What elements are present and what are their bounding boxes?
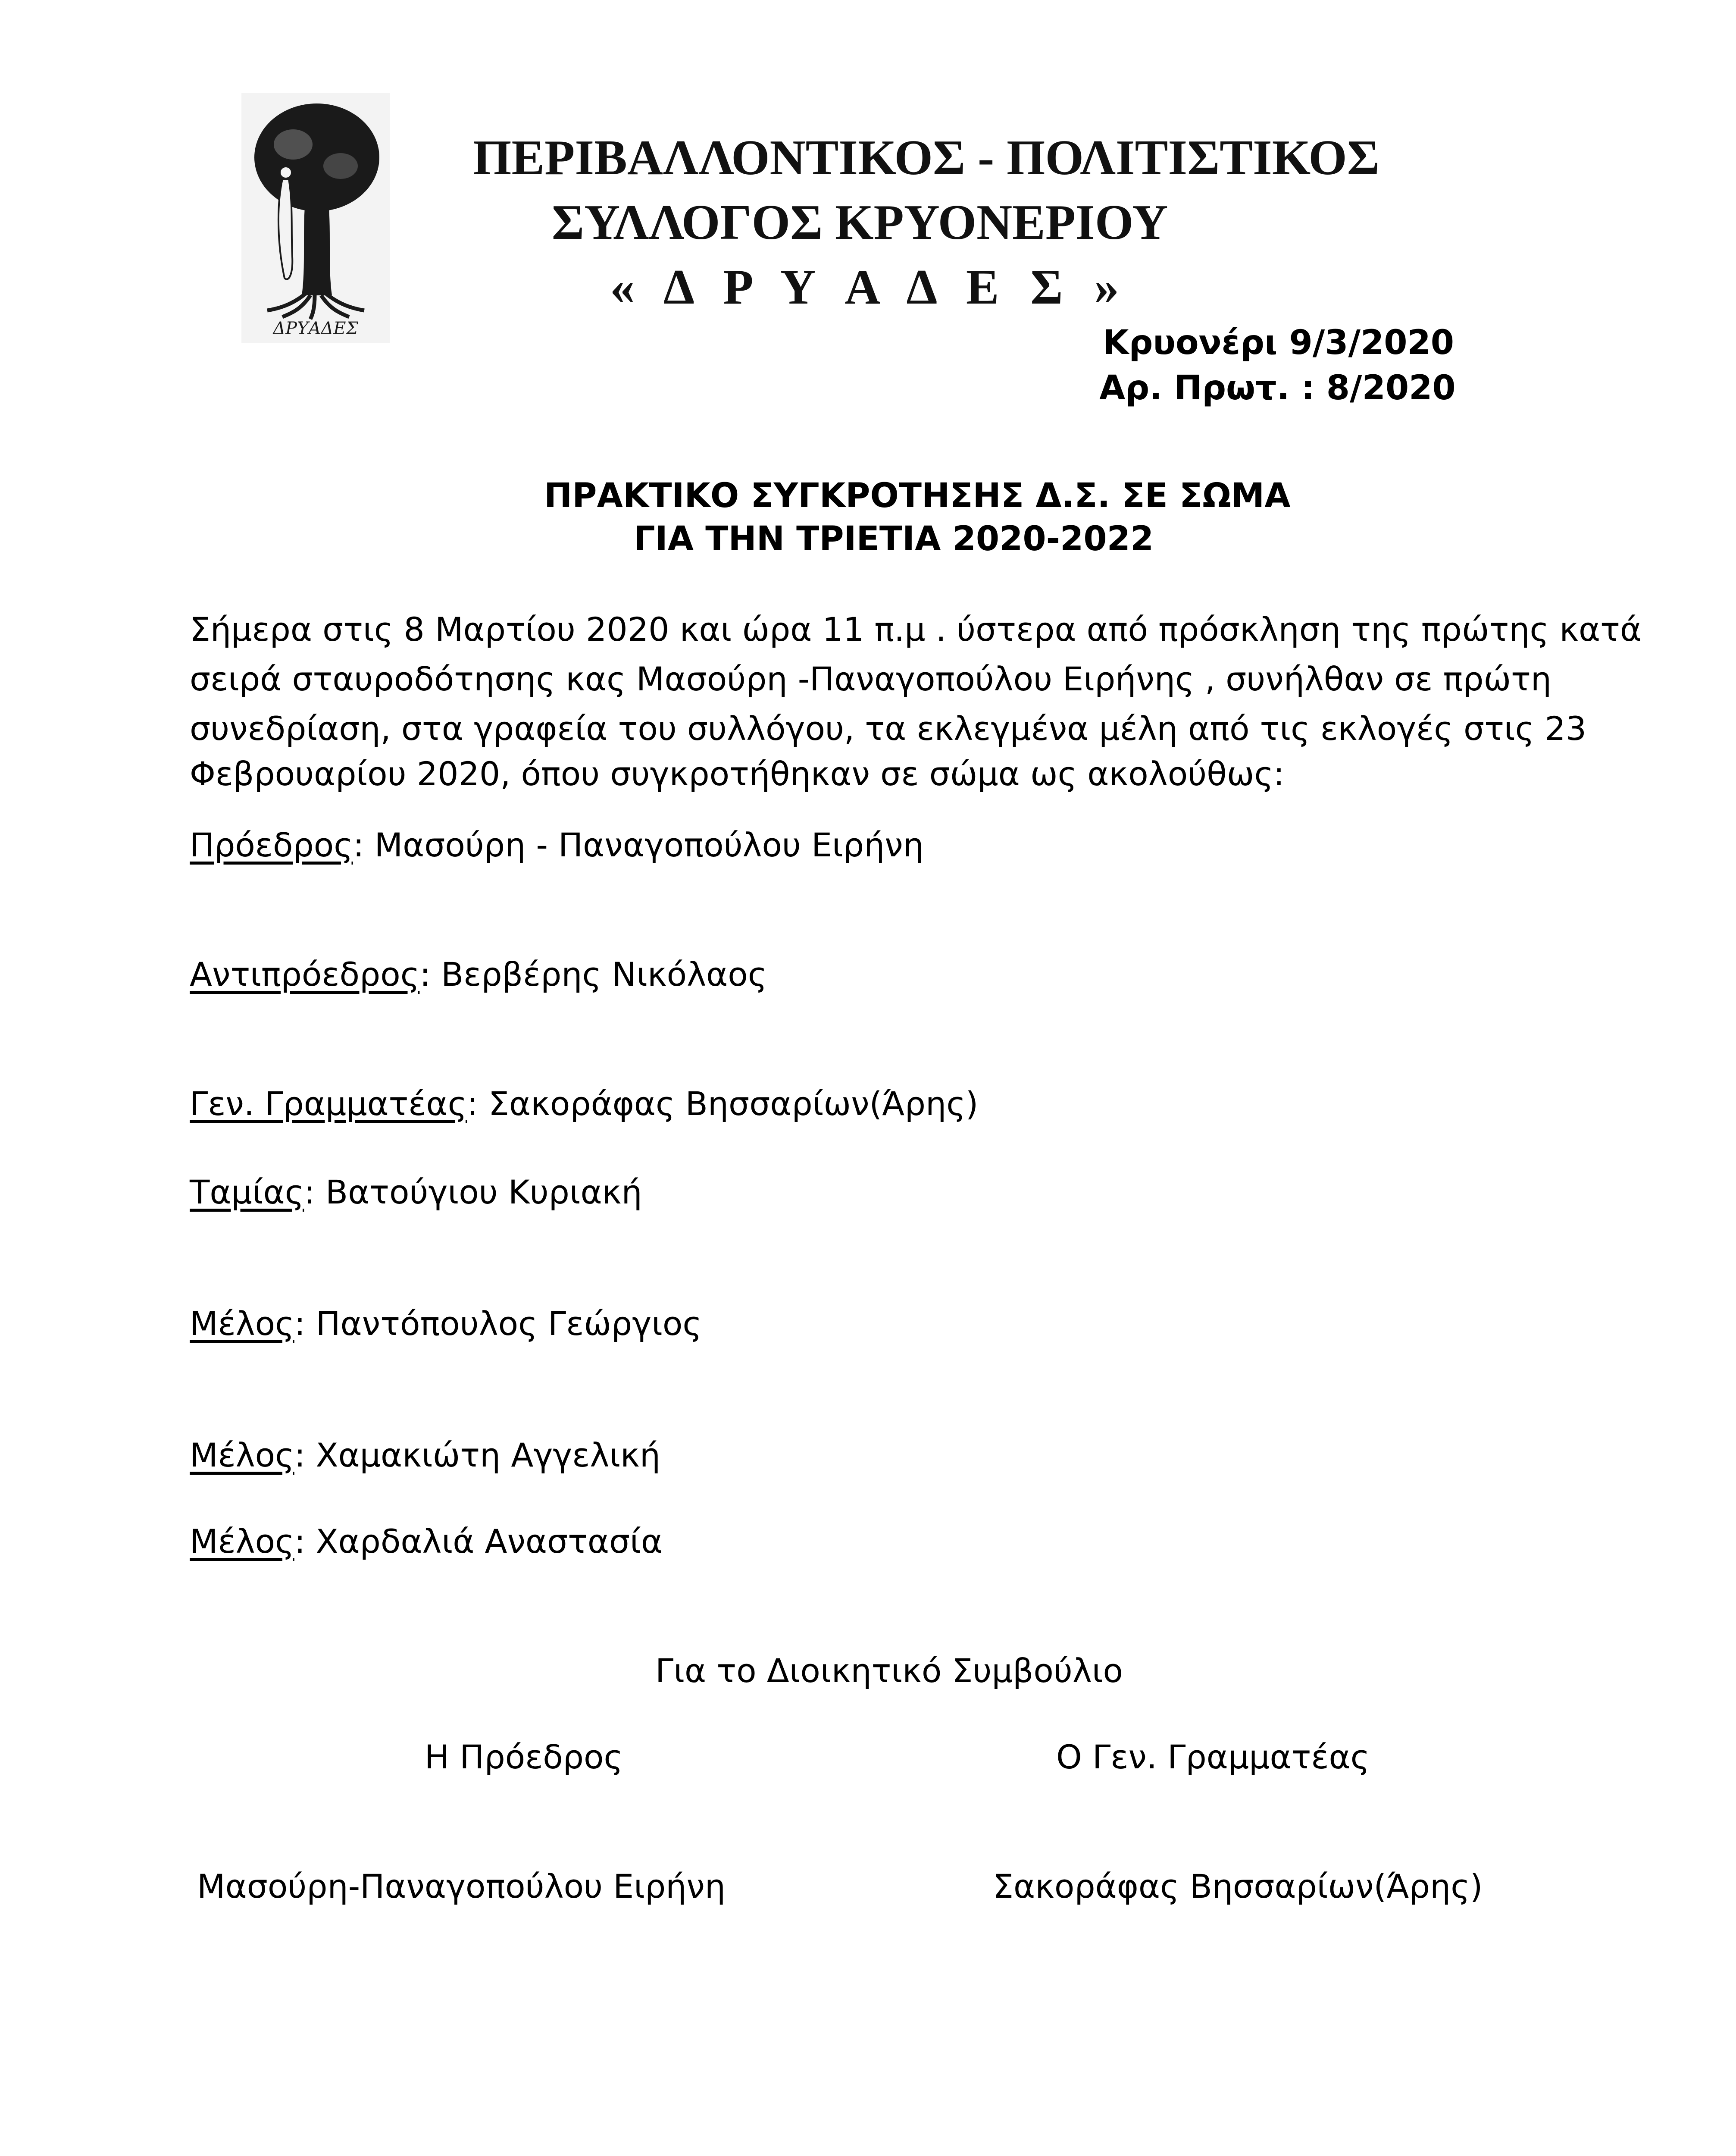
tree-logo-icon: [241, 93, 390, 343]
minutes-title-line2: ΓΙΑ ΤΗΝ ΤΡΙΕΤΙΑ 2020-2022: [634, 520, 1154, 558]
signature-right-title: Ο Γεν. Γραμματέας: [1056, 1738, 1370, 1776]
member-role: Γεν. Γραμματέας: [190, 1084, 467, 1123]
member-name: : Βερβέρης Νικόλαος: [419, 955, 767, 993]
protocol-number: Αρ. Πρωτ. : 8/2020: [1099, 369, 1456, 407]
signature-right-name: Σακοράφας Βησσαρίων(Άρης): [993, 1867, 1483, 1905]
paragraph-line: συνεδρίαση, στα γραφεία του συλλόγου, τα εκλεγμένα μέλη από τις εκλογές στις 23: [190, 709, 1587, 748]
document-date: Κρυονέρι 9/3/2020: [1103, 323, 1454, 362]
member-treasurer: [190, 1173, 642, 1211]
member-3: [190, 1522, 663, 1561]
member-name: : Μασούρη - Παναγοπούλου Ειρήνη: [353, 826, 924, 864]
member-name: : Σακοράφας Βησσαρίων(Άρης): [467, 1084, 979, 1123]
member-1: [190, 1304, 702, 1343]
minutes-title-line1: ΠΡΑΚΤΙΚΟ ΣΥΓΚΡΟΤΗΣΗΣ Δ.Σ. ΣΕ ΣΩΜΑ: [544, 476, 1291, 515]
member-role: Πρόεδρος: [190, 826, 353, 864]
member-general-secretary: [190, 1084, 978, 1123]
member-name: : Χαμακιώτη Αγγελική: [294, 1436, 661, 1474]
member-name: : Χαρδαλιά Αναστασία: [294, 1522, 663, 1561]
member-name: : Παντόπουλος Γεώργιος: [294, 1304, 702, 1343]
member-president: [190, 826, 924, 864]
member-role: Μέλος: [190, 1304, 294, 1343]
paragraph-line: Φεβρουαρίου 2020, όπου συγκροτήθηκαν σε σώμα ως ακολούθως:: [190, 755, 1285, 793]
for-board-heading: Για το Διοικητικό Συμβούλιο: [655, 1651, 1123, 1690]
tree-logo: [241, 93, 390, 343]
member-role: Αντιπρόεδρος: [190, 955, 420, 993]
signature-left-name: Μασούρη-Παναγοπούλου Ειρήνη: [197, 1867, 726, 1905]
paragraph-line: σειρά σταυροδότησης κας Μασούρη -Παναγοπούλου Ειρήνης , συνήλθαν σε πρώτη: [190, 660, 1552, 698]
signature-left-title: Η Πρόεδρος: [425, 1738, 623, 1776]
org-name-line3: « Δ Ρ Υ Α Δ Ε Σ »: [610, 260, 1129, 314]
member-name: : Βατούγιου Κυριακή: [304, 1173, 642, 1211]
member-vice-president: [190, 955, 767, 993]
org-name-line2: ΣΥΛΛΟΓΟΣ ΚΡΥΟΝΕΡΙΟΥ: [552, 195, 1168, 250]
member-role: Μέλος: [190, 1522, 294, 1561]
paragraph-line: Σήμερα στις 8 Μαρτίου 2020 και ώρα 11 π.μ . ύστερα από πρόσκληση της πρώτης κατά: [190, 610, 1642, 649]
member-role: Ταμίας: [190, 1173, 304, 1211]
member-role: Μέλος: [190, 1436, 294, 1474]
logo-caption: ΔΡΥΑΔΕΣ: [273, 319, 358, 338]
member-2: [190, 1436, 660, 1474]
org-name-line1: ΠΕΡΙΒΑΛΛΟΝΤΙΚΟΣ - ΠΟΛΙΤΙΣΤΙΚΟΣ: [473, 130, 1379, 185]
